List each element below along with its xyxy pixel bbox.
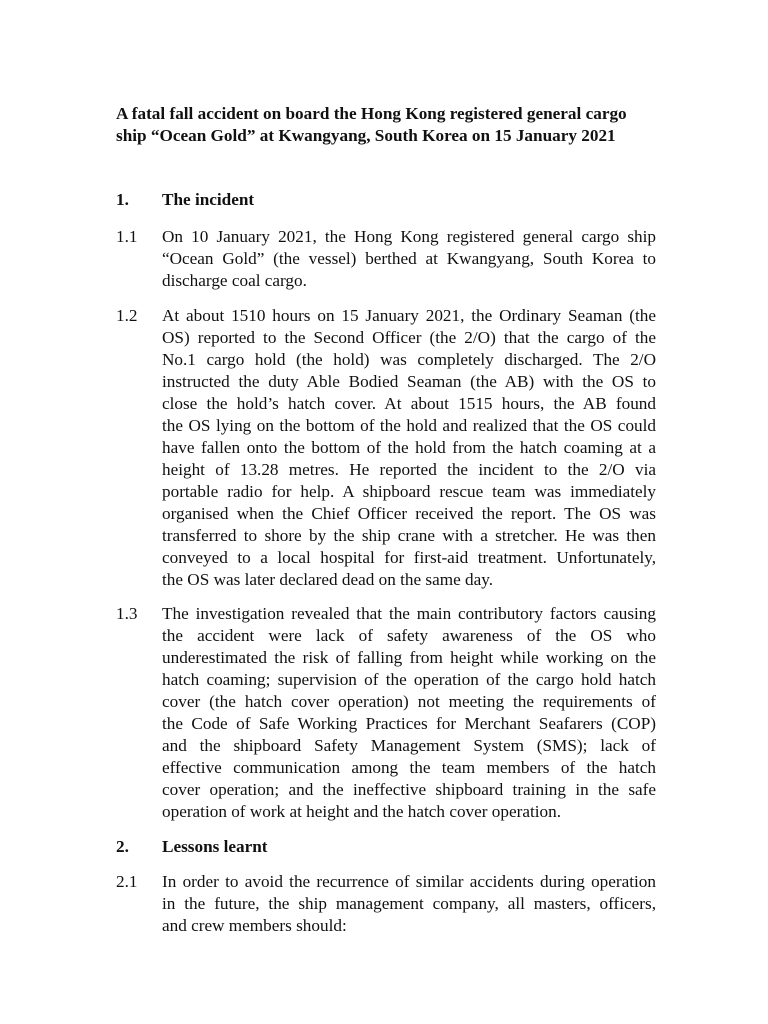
paragraph-number: 1.1 xyxy=(116,227,138,246)
text-line: the OS was later declared dead on the same day. xyxy=(162,570,494,589)
text-line: transferred to shore by the ship crane with a stretcher. He was then xyxy=(162,526,656,545)
section-title: Lessons learnt xyxy=(162,837,268,856)
text-line: “Ocean Gold” (the vessel) berthed at Kwangyang, South Korea to xyxy=(162,249,656,268)
paragraph-body xyxy=(162,226,656,292)
text-line: the OS lying on the bottom of the hold and realized that the OS could xyxy=(162,416,656,435)
text-line: cover (the hatch cover operation) not meeting the requirements of xyxy=(162,692,656,711)
paragraph-number: 1.2 xyxy=(116,306,138,325)
text-line: discharge coal cargo. xyxy=(162,271,307,290)
text-line: in the future, the ship management company, all masters, officers, xyxy=(162,894,656,913)
text-line: instructed the duty Able Bodied Seaman (the AB) with the OS to xyxy=(162,372,656,391)
section-heading-incident xyxy=(116,189,254,211)
text-line: and crew members should: xyxy=(162,916,347,935)
text-line: underestimated the risk of falling from height while working on the xyxy=(162,648,656,667)
section-title: The incident xyxy=(162,190,255,209)
text-line: In order to avoid the recurrence of similar accidents during operation xyxy=(162,872,656,891)
text-line: operation of work at height and the hatch cover operation. xyxy=(162,802,561,821)
paragraph-number: 1.3 xyxy=(116,604,138,623)
text-line: organised when the Chief Officer received the report. The OS was xyxy=(162,504,656,523)
text-line: At about 1510 hours on 15 January 2021, the Ordinary Seaman (the xyxy=(162,306,656,325)
section-heading-lessons xyxy=(116,836,268,858)
text-line: the Code of Safe Working Practices for Merchant Seafarers (COP) xyxy=(162,714,656,733)
text-line: and the shipboard Safety Management System (SMS); lack of xyxy=(162,736,656,755)
text-line: close the hold’s hatch cover. At about 1515 hours, the AB found xyxy=(162,394,656,413)
text-line: On 10 January 2021, the Hong Kong registered general cargo ship xyxy=(162,227,656,246)
text-line: The investigation revealed that the main contributory factors causing xyxy=(162,604,656,623)
text-line: portable radio for help. A shipboard rescue team was immediately xyxy=(162,482,656,501)
text-line: height of 13.28 metres. He reported the incident to the 2/O via xyxy=(162,460,656,479)
section-number: 1. xyxy=(116,190,129,209)
title-line: A fatal fall accident on board the Hong Kong registered general cargo xyxy=(116,104,627,123)
paragraph-body xyxy=(162,603,656,823)
text-line: effective communication among the team members of the hatch xyxy=(162,758,656,777)
paragraph-body xyxy=(162,871,656,937)
text-line: have fallen onto the bottom of the hold from the hatch coaming at a xyxy=(162,438,656,457)
title-line: ship “Ocean Gold” at Kwangyang, South Korea on 15 January 2021 xyxy=(116,126,616,145)
paragraph-number: 2.1 xyxy=(116,872,138,891)
text-line: conveyed to a local hospital for first-aid treatment. Unfortunately, xyxy=(162,548,656,567)
section-number: 2. xyxy=(116,837,129,856)
document-title xyxy=(116,103,676,147)
text-line: No.1 cargo hold (the hold) was completely discharged. The 2/O xyxy=(162,350,656,369)
paragraph-body xyxy=(162,305,656,591)
text-line: OS) reported to the Second Officer (the 2/O) that the cargo of the xyxy=(162,328,656,347)
text-line: the accident were lack of safety awareness of the OS who xyxy=(162,626,656,645)
text-line: cover operation; and the ineffective shipboard training in the safe xyxy=(162,780,656,799)
text-line: hatch coaming; supervision of the operation of the cargo hold hatch xyxy=(162,670,656,689)
